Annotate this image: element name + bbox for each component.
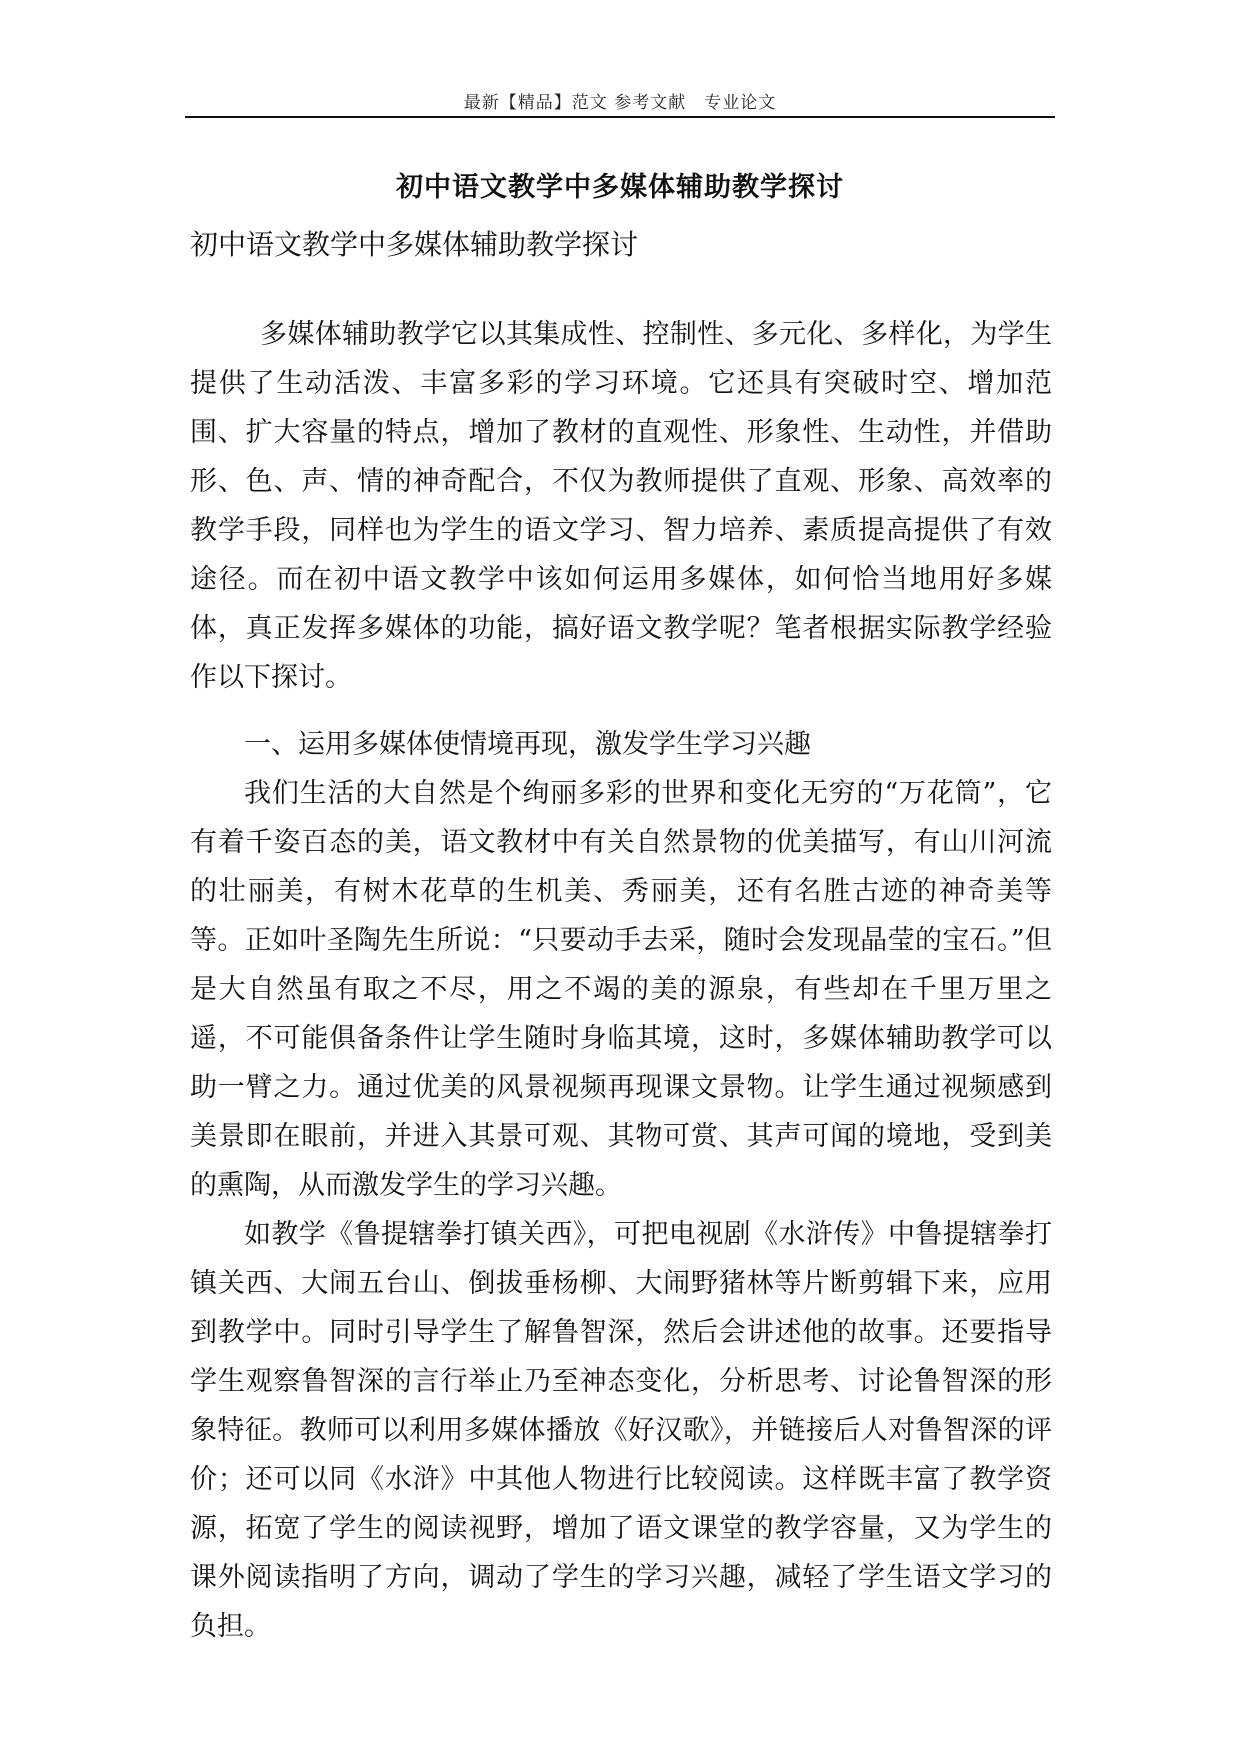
header-divider — [185, 116, 1055, 118]
intro-paragraph: 多媒体辅助教学它以其集成性、控制性、多元化、多样化，为学生提供了生动活泼、丰富多彩的学习环境。它还具有突破时空、增加范围、扩大容量的特点，增加了教材的直观性、形象性、生动性，并借助形、色、声、情的神奇配合，不仅为教师提供了直观、形象、高效率的教学手段，同样也为学生的语文学习、智力培养、素质提高提供了有效途径。而在初中语文教学中该如何运用多媒体，如何恰当地用好多媒体，真正发挥多媒体的功能，搞好语文教学呢？笔者根据实际教学经验作以下探讨。 — [190, 319, 1052, 693]
body-paragraph: 我们生活的大自然是个绚丽多彩的世界和变化无穷的“万花筒”，它有着千姿百态的美，语文教材中有关自然景物的优美描写，有山川河流的壮丽美，有树木花草的生机美、秀丽美，还有名胜古迹的神奇美等等。正如叶圣陶先生所说：“只要动手去采，随时会发现晶莹的宝石。”但是大自然虽有取之不尽，用之不竭的美的源泉，有些却在千里万里之遥，不可能俱备条件让学生随时身临其境，这时，多媒体辅助教学可以助一臂之力。通过优美的风景视频再现课文景物。让学生通过视频感到美景即在眼前，并进入其景可观、其物可赏、其声可闻的境地，受到美的熏陶，从而激发学生的学习兴趣。 — [190, 778, 1052, 1201]
body-paragraph: 如教学《鲁提辖拳打镇关西》，可把电视剧《水浒传》中鲁提辖拳打镇关西、大闹五台山、倒拔垂杨柳、大闹野猪林等片断剪辑下来，应用到教学中。同时引导学生了解鲁智深，然后会讲述他的故事。还要指导学生观察鲁智深的言行举止乃至神态变化，分析思考、讨论鲁智深的形象特征。教师可以利用多媒体播放《好汉歌》，并链接后人对鲁智深的评价；还可以同《水浒》中其他人物进行比较阅读。这样既丰富了教学资源，拓宽了学生的阅读视野，增加了语文课堂的教学容量，又为学生的课外阅读指明了方向，调动了学生的学习兴趣，减轻了学生语文学习的负担。 — [190, 1219, 1052, 1642]
section-1 — [190, 720, 1052, 1651]
document-title: 初中语文教学中多媒体辅助教学探讨 — [396, 172, 844, 203]
section-heading: 一、运用多媒体使情境再现，激发学生学习兴趣 — [244, 729, 811, 760]
page-header: 最新【精品】范文 参考文献 专业论文 — [463, 93, 777, 113]
intro-section — [190, 310, 1052, 702]
document-subtitle: 初中语文教学中多媒体辅助教学探讨 — [190, 228, 639, 261]
